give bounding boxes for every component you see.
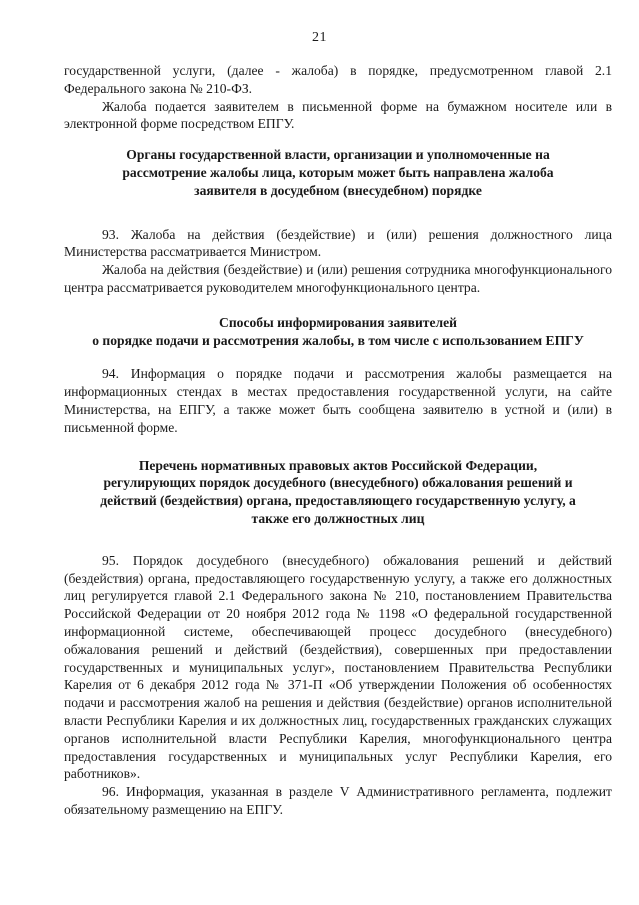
heading-line: регулирующих порядок досудебного (внесудебного) обжалования решений и xyxy=(103,475,573,491)
heading-line: Способы информирования заявителей xyxy=(219,314,457,330)
heading-line: рассмотрение жалобы лица, которым может быть направлена жалоба xyxy=(122,164,554,180)
paragraph-93: 93. Жалоба на действия (бездействие) и (или) решения должностного лица Министерства рассматривается Министром. xyxy=(64,226,612,260)
section-heading-informing-methods xyxy=(64,314,612,350)
heading-line: Органы государственной власти, организации и уполномоченные на xyxy=(126,147,550,163)
heading-line: заявителя в досудебном (внесудебном) порядке xyxy=(194,182,482,198)
paragraph-93-mfc: Жалоба на действия (бездействие) и (или) решения сотрудника многофункционального центра рассматривается руководителем многофункционального центра. xyxy=(64,262,612,295)
page-number: 21 xyxy=(312,30,327,45)
paragraph-95: 95. Порядок досудебного (внесудебного) обжалования решений и действий (бездействия) органа, предоставляющего государственную услугу, а также его должностных лиц регулируется главой 2.1 Федерального закона № 210, постановлением Правительства Российской Федерации от 20 ноября 2012 года № 1198 «О федеральной государственной информационной системе, обеспечивающей процесс досудебного (внесудебного) обжалования решений и действий (бездействия), совершенных при предоставлении государственных и муниципальных услуг», постановлением Правительства Республики Карелия от 6 декабря 2012 года № 371-П «Об утверждении Положения об особенностях подачи и рассмотрения жалоб на решения и действия (бездействие) органов исполнительной власти Республики Карелия и их должностных лиц, государственных гражданских служащих органов исполнительной власти Республики Карелия, многофункционального центра предоставления государственных и муниципальных услуг Республики Карелия, его работников». xyxy=(64,552,612,782)
paragraph-94: 94. Информация о порядке подачи и рассмотрения жалобы размещается на информационных стендах в местах предоставления государственной услуги, на сайте Министерства, на ЕПГУ, а также может быть сообщена заявителю в устной и (или) в письменной форме. xyxy=(64,366,612,435)
heading-line: действий (бездействия) органа, предоставляющего государственную услугу, а xyxy=(100,493,576,509)
paragraph-intro-1: государственной услуги, (далее - жалоба) в порядке, предусмотренном главой 2.1 Федерального закона № 210-ФЗ. xyxy=(64,63,612,96)
heading-line: Перечень нормативных правовых актов Российской Федерации, xyxy=(138,457,538,473)
page-content xyxy=(64,62,612,819)
paragraph-96: 96. Информация, указанная в разделе V Административного регламента, подлежит обязательному размещению на ЕПГУ. xyxy=(64,784,612,817)
section-heading-legal-acts xyxy=(64,457,612,528)
paragraph-intro-2: Жалоба подается заявителем в письменной форме на бумажном носителе или в электронной форме посредством ЕПГУ. xyxy=(64,98,612,132)
section-heading-appeal-bodies xyxy=(64,146,612,199)
heading-line: о порядке подачи и рассмотрения жалобы, в том числе с использованием ЕПГУ xyxy=(92,332,584,348)
heading-line: также его должностных лиц xyxy=(251,510,425,526)
